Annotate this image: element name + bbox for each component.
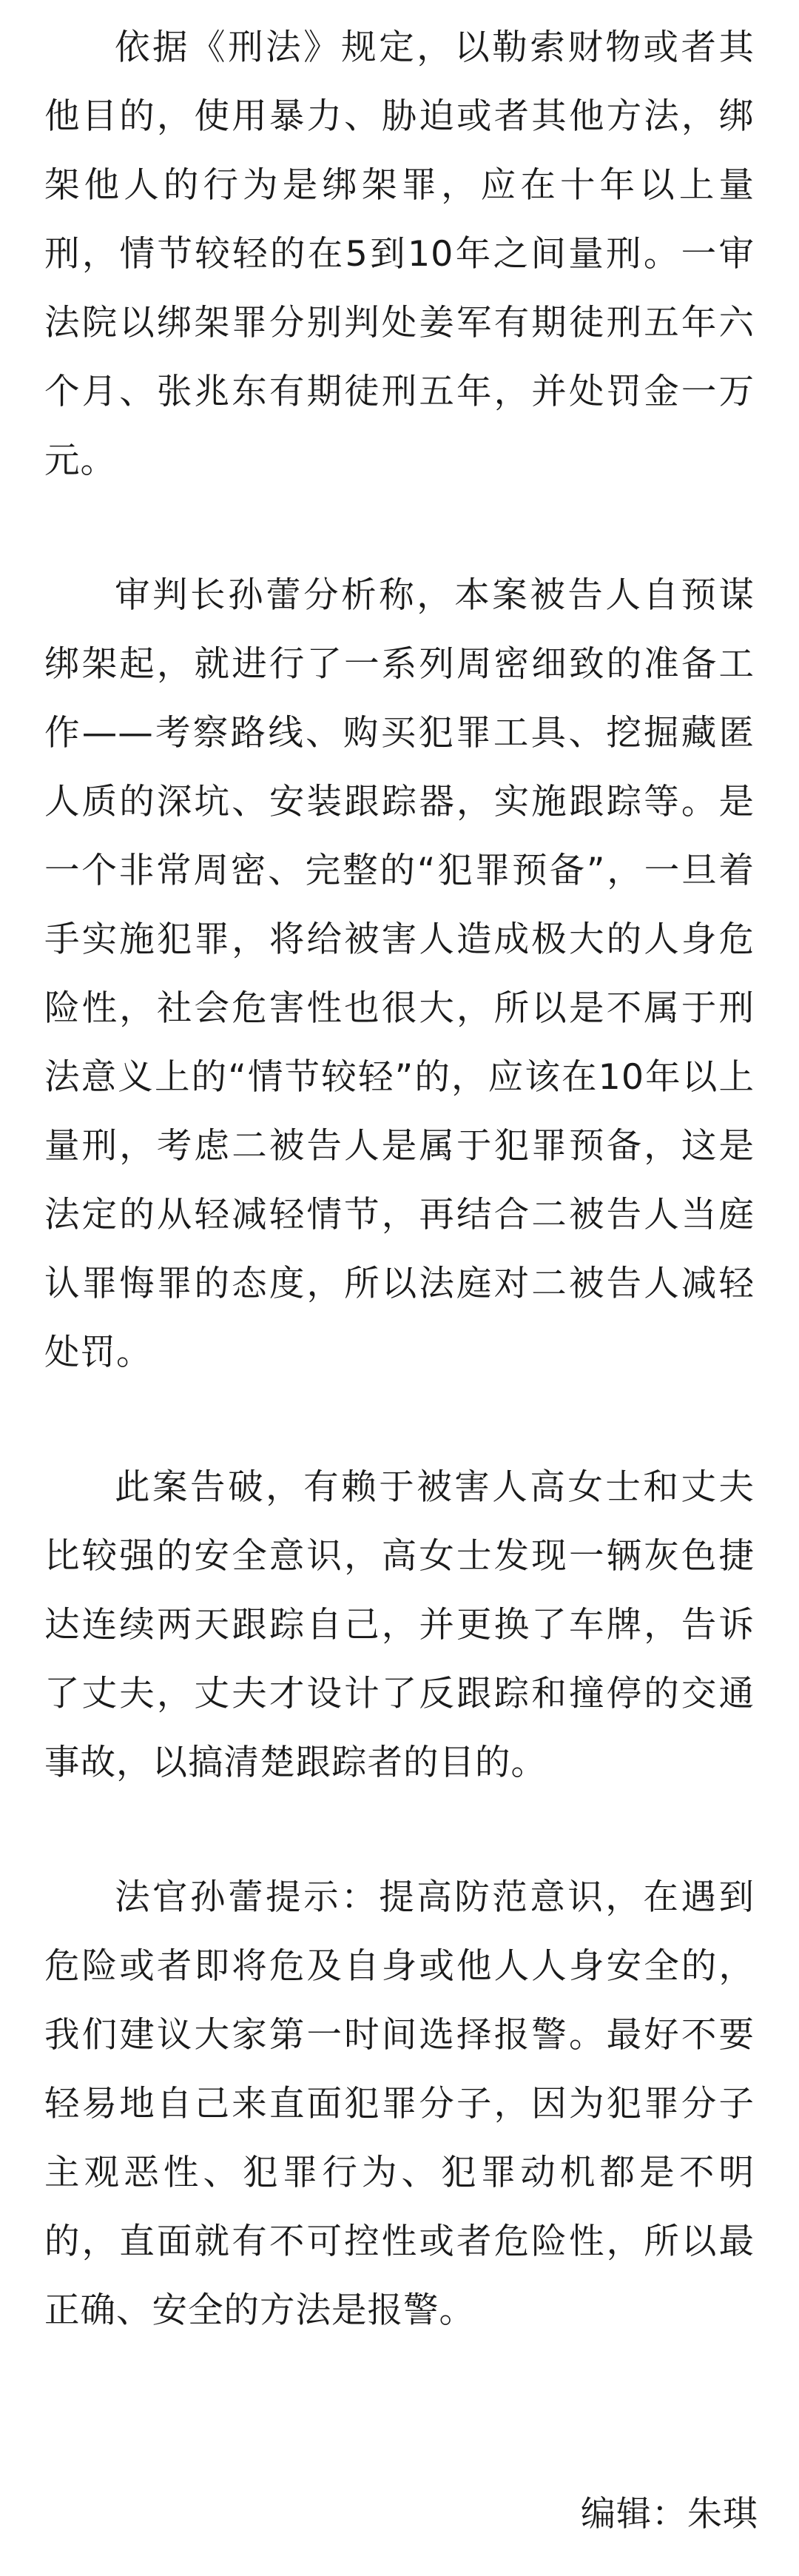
- article-paragraph-2: 审判长孙蕾分析称，本案被告人自预谋绑架起，就进行了一系列周密细致的准备工作——考察路线、购买犯罪工具、挖掘藏匿人质的深坑、安装跟踪器，实施跟踪等。是一个非常周密、完整的“犯罪预备”，一旦着手实施犯罪，将给被害人造成极大的人身危险性，社会危害性也很大，所以是不属于刑法意义上的“情节较轻”的，应该在10年以上量刑，考虑二被告人是属于犯罪预备，这是法定的从轻减轻情节，再结合二被告人当庭认罪悔罪的态度，所以法庭对二被告人减轻处罚。: [44, 575, 755, 1373]
- editor-credit: 编辑：朱琪: [581, 2494, 758, 2535]
- article-paragraph-3: 此案告破，有赖于被害人高女士和丈夫比较强的安全意识，高女士发现一辆灰色捷达连续两天跟踪自己，并更换了车牌，告诉了丈夫，丈夫才设计了反跟踪和撞停的交通事故，以搞清楚跟踪者的目的。: [44, 1467, 755, 1783]
- article-body: [44, 13, 755, 2345]
- article-paragraph-1: 依据《刑法》规定，以勒索财物或者其他目的，使用暴力、胁迫或者其他方法，绑架他人的行为是绑架罪，应在十年以上量刑，情节较轻的在5到10年之间量刑。一审法院以绑架罪分别判处姜军有期徒刑五年六个月、张兆东有期徒刑五年，并处罚金一万元。: [44, 27, 755, 481]
- article-paragraph-4: 法官孙蕾提示：提高防范意识，在遇到危险或者即将危及自身或他人人身安全的，我们建议大家第一时间选择报警。最好不要轻易地自己来直面犯罪分子，因为犯罪分子主观恶性、犯罪行为、犯罪动机都是不明的，直面就有不可控性或者危险性，所以最正确、安全的方法是报警。: [44, 1877, 755, 2331]
